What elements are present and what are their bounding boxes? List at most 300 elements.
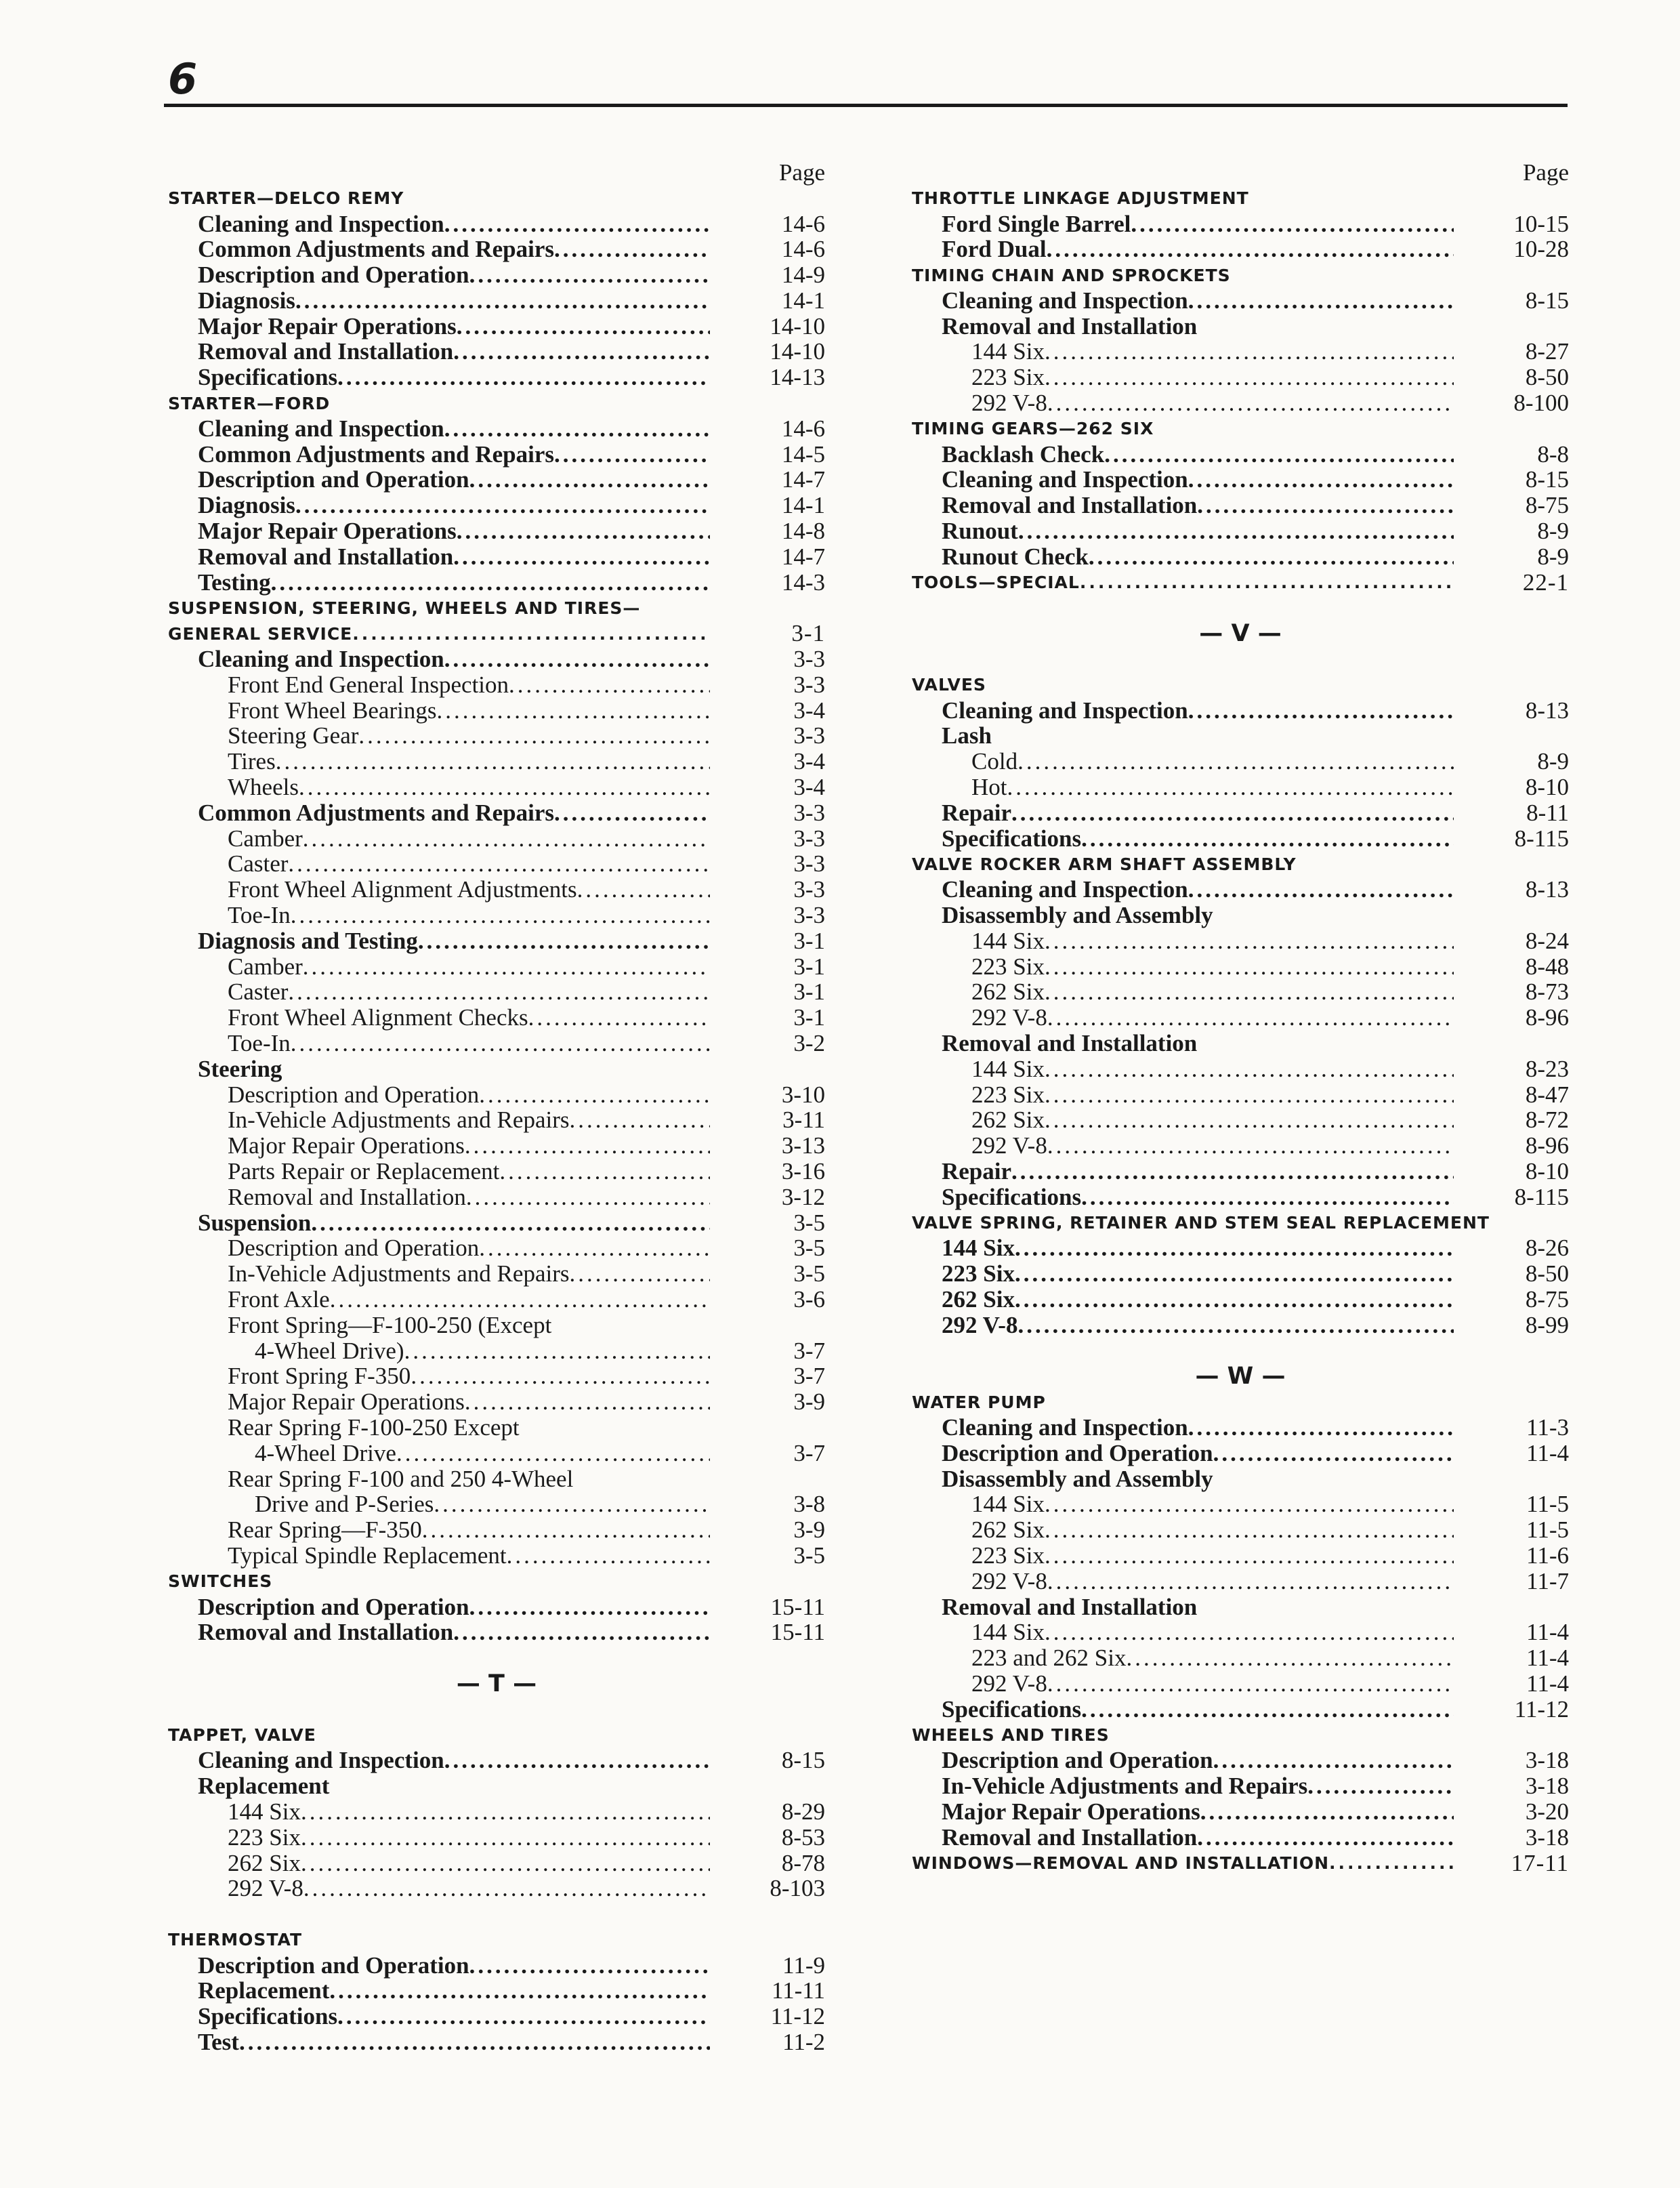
index-entry [912, 211, 1569, 237]
dot-leader [453, 543, 710, 571]
entry-label: Specifications [942, 1183, 1082, 1210]
entry-label: Removal and Installation [198, 1619, 454, 1646]
spacer [168, 1645, 825, 1671]
entry-page: 8-15 [781, 1747, 825, 1774]
entry-label: 144 Six [971, 1619, 1045, 1646]
entry-page: 8-73 [1525, 978, 1569, 1006]
dot-leader [1200, 1798, 1454, 1825]
entry-label: Rear Spring—F-350 [228, 1516, 422, 1544]
dot-leader [1329, 1853, 1454, 1873]
spacer [912, 1338, 1569, 1364]
dot-leader [299, 774, 710, 801]
index-entry [912, 1082, 1569, 1108]
entry-label: Parts Repair or Replacement [228, 1157, 500, 1184]
entry-page: 3-5 [793, 1542, 825, 1569]
dot-leader [295, 287, 710, 314]
header-rule [164, 104, 1568, 107]
dot-leader [499, 1158, 710, 1185]
index-entry [168, 442, 825, 468]
index-entry [168, 1159, 825, 1184]
dot-leader [1197, 492, 1454, 519]
entry-label: Repair [942, 1157, 1012, 1184]
entry-label: Description and Operation [198, 1593, 469, 1620]
entry-label: In-Vehicle Adjustments and Repairs [942, 1773, 1308, 1800]
index-heading [912, 852, 1569, 878]
entry-label: 144 Six [971, 338, 1045, 365]
entry-page: 3-2 [793, 1030, 825, 1056]
dot-leader [1047, 1568, 1454, 1595]
index-heading [168, 621, 825, 646]
dot-leader [1045, 1542, 1454, 1569]
dot-leader [1045, 1516, 1454, 1544]
entry-page: 3-12 [781, 1183, 825, 1210]
entry-label: Camber [228, 825, 303, 852]
index-entry [168, 288, 825, 314]
entry-label: THERMOSTAT [168, 1930, 303, 1950]
entry-page: 14-5 [781, 440, 825, 468]
entry-page: 8-50 [1525, 1260, 1569, 1287]
index-entry [168, 570, 825, 596]
index-entry [912, 1491, 1569, 1517]
entry-label: Cleaning and Inspection [942, 876, 1188, 903]
entry-label: 292 V-8 [971, 390, 1047, 417]
entry-page: 14-3 [781, 569, 825, 596]
index-entry [168, 518, 825, 544]
dot-leader [444, 415, 710, 442]
entry-label: Toe-In [228, 1030, 291, 1056]
index-heading [912, 416, 1569, 442]
entry-label: SUSPENSION, STEERING, WHEELS AND TIRES— [168, 598, 641, 618]
entry-label: Diagnosis [198, 492, 295, 519]
entry-page: 8-78 [781, 1849, 825, 1876]
entry-page: 8-8 [1537, 440, 1569, 468]
entry-label: Drive and P-Series [255, 1491, 434, 1518]
entry-page: 11-12 [770, 2003, 825, 2030]
index-entry [912, 1415, 1569, 1441]
dot-leader [295, 492, 710, 519]
entry-label: Major Repair Operations [228, 1388, 465, 1416]
entry-page: 8-23 [1525, 1055, 1569, 1082]
index-entry [912, 698, 1569, 724]
entry-label: 144 Six [942, 1235, 1015, 1262]
entry-label: Replacement [198, 1773, 330, 1800]
entry-page: 8-24 [1525, 927, 1569, 954]
entry-label: Front Spring F-350 [228, 1363, 411, 1390]
entry-page: 8-100 [1513, 390, 1569, 417]
entry-label: 223 Six [971, 364, 1045, 391]
entry-label: Front Wheel Alignment Checks [228, 1004, 528, 1031]
index-entry [912, 1107, 1569, 1133]
dot-leader [301, 1798, 710, 1825]
dot-leader [509, 672, 710, 699]
dot-leader [465, 1388, 710, 1416]
entry-label: Cleaning and Inspection [942, 466, 1188, 493]
dot-leader [569, 1107, 710, 1134]
entry-page: 8-9 [1537, 748, 1569, 775]
dot-leader [301, 1824, 710, 1851]
entry-label: 223 Six [942, 1260, 1015, 1287]
entry-page: 3-18 [1525, 1773, 1569, 1800]
spacer [912, 596, 1569, 621]
entry-label: Major Repair Operations [942, 1798, 1200, 1825]
entry-page: 11-4 [1526, 1439, 1569, 1466]
entry-label: Runout [942, 518, 1018, 545]
entry-label: STARTER—FORD [168, 393, 331, 413]
spacer [168, 1697, 825, 1722]
entry-label: 292 V-8 [971, 1567, 1047, 1594]
index-heading [912, 1389, 1569, 1415]
index-entry [168, 775, 825, 800]
entry-label: 262 Six [228, 1849, 301, 1876]
entry-label: Description and Operation [198, 262, 469, 289]
entry-label: Wheels [228, 774, 299, 801]
dot-leader [271, 569, 710, 596]
index-entry [912, 775, 1569, 800]
dot-leader [453, 1619, 710, 1646]
index-entry [912, 1133, 1569, 1159]
entry-page: 3-10 [781, 1081, 825, 1108]
dot-leader [337, 2003, 710, 2030]
index-entry [912, 339, 1569, 365]
index-entry [168, 928, 825, 954]
dot-leader [291, 1030, 710, 1057]
dot-leader [1104, 441, 1454, 468]
index-entry [168, 1799, 825, 1825]
entry-label: Typical Spindle Replacement [228, 1542, 507, 1569]
spacer [912, 646, 1569, 672]
dot-leader [1188, 697, 1454, 724]
index-entry [168, 1543, 825, 1569]
index-entry [168, 852, 825, 878]
index-entry [168, 1313, 825, 1338]
entry-label: Removal and Installation [198, 543, 454, 570]
index-entry [912, 1517, 1569, 1543]
entry-label: 4-Wheel Drive) [255, 1337, 404, 1364]
dot-leader [330, 1286, 710, 1313]
entry-label: Cleaning and Inspection [198, 415, 444, 442]
entry-page: 3-1 [793, 1004, 825, 1031]
index-entry [168, 1235, 825, 1261]
index-entry [168, 1773, 825, 1799]
entry-label: Test [198, 2029, 239, 2056]
dot-leader [528, 1004, 710, 1031]
index-entry [912, 826, 1569, 852]
dot-leader [288, 850, 710, 878]
entry-page: 11-6 [1526, 1542, 1569, 1569]
index-entry [168, 262, 825, 288]
entry-label: Ford Single Barrel [942, 210, 1131, 237]
entry-label: VALVES [912, 675, 986, 695]
entry-label: Steering Gear [228, 722, 359, 749]
index-entry [912, 236, 1569, 262]
entry-page: 8-53 [781, 1823, 825, 1851]
entry-page: 11-11 [771, 1977, 825, 2004]
index-entry [168, 1748, 825, 1773]
dot-leader [1047, 236, 1454, 263]
entry-page: 11-9 [782, 1952, 825, 1979]
dot-leader [457, 518, 710, 545]
entry-page: 3-3 [793, 646, 825, 673]
dot-leader [444, 1747, 710, 1774]
entry-label: Cleaning and Inspection [942, 697, 1188, 724]
dot-leader [411, 1363, 710, 1390]
entry-label: Specifications [942, 1695, 1082, 1722]
entry-label: Specifications [942, 825, 1082, 852]
entry-page: 8-13 [1525, 697, 1569, 724]
entry-page: 8-115 [1514, 825, 1569, 852]
index-heading [912, 570, 1569, 596]
entry-label: In-Vehicle Adjustments and Repairs [228, 1107, 570, 1134]
entry-label: Diagnosis and Testing [198, 927, 418, 954]
entry-page: 15-11 [770, 1593, 825, 1620]
entry-page: 3-4 [793, 748, 825, 775]
dot-leader [1045, 1056, 1454, 1083]
dot-leader [1045, 338, 1454, 365]
entry-page: 11-3 [1526, 1413, 1569, 1441]
entry-page: 14-6 [781, 210, 825, 237]
entry-page: 3-9 [793, 1516, 825, 1544]
entry-page: 22-1 [1522, 569, 1569, 596]
entry-label: Removal and Installation [942, 492, 1198, 519]
dot-leader [396, 1440, 710, 1467]
entry-label: Suspension [198, 1209, 312, 1236]
dot-leader [1045, 364, 1454, 391]
index-entry [168, 1876, 825, 1901]
entry-page: 3-18 [1525, 1747, 1569, 1774]
index-entry [168, 1979, 825, 2004]
entry-page: 3-1 [793, 953, 825, 980]
dot-leader [276, 748, 710, 775]
index-entry [912, 442, 1569, 468]
index-entry [912, 1799, 1569, 1825]
index-entry [912, 1569, 1569, 1594]
dot-leader [1015, 1286, 1454, 1313]
entry-page: 8-50 [1525, 364, 1569, 391]
entry-page: 3-4 [793, 697, 825, 724]
entry-label: WHEELS AND TIRES [912, 1725, 1110, 1745]
index-entry [912, 1594, 1569, 1620]
index-entry [912, 1543, 1569, 1569]
entry-label: Cleaning and Inspection [942, 287, 1188, 314]
dot-leader [1015, 1260, 1454, 1287]
entry-page: 11-12 [1514, 1695, 1569, 1722]
entry-label: Cleaning and Inspection [198, 210, 444, 237]
dot-leader [1188, 876, 1454, 903]
entry-label: 144 Six [971, 927, 1045, 954]
index-entry [912, 1697, 1569, 1722]
entry-label: Cleaning and Inspection [942, 1413, 1188, 1441]
dot-leader [1188, 466, 1454, 493]
entry-label: 292 V-8 [971, 1132, 1047, 1159]
entry-page: 3-11 [782, 1107, 825, 1134]
dot-leader [418, 928, 710, 955]
index-entry [168, 339, 825, 365]
dot-leader [1045, 1107, 1454, 1134]
entry-label: Major Repair Operations [198, 518, 457, 545]
entry-label: VALVE ROCKER ARM SHAFT ASSEMBLY [912, 854, 1297, 874]
dot-leader [1047, 1670, 1454, 1697]
entry-label: Backlash Check [942, 440, 1105, 468]
entry-page: 14-10 [770, 338, 825, 365]
entry-page: 11-7 [1526, 1567, 1569, 1594]
entry-label: 223 Six [228, 1823, 301, 1851]
section-letter: — W — [1195, 1363, 1286, 1390]
dot-leader [1126, 1645, 1454, 1672]
entry-label: Cleaning and Inspection [198, 646, 444, 673]
entry-label: 4-Wheel Drive [255, 1439, 396, 1466]
entry-page: 8-11 [1526, 799, 1569, 826]
index-entry [912, 390, 1569, 416]
dot-leader [1045, 1619, 1454, 1646]
dot-leader [1081, 825, 1454, 852]
index-entry [168, 954, 825, 980]
entry-page: 3-3 [793, 722, 825, 749]
index-heading [912, 1851, 1569, 1876]
index-entry [168, 1056, 825, 1082]
dot-leader [457, 313, 710, 340]
entry-page: 10-15 [1513, 210, 1569, 237]
entry-page: 8-15 [1525, 466, 1569, 493]
index-entry [912, 288, 1569, 314]
entry-label: Specifications [198, 2003, 338, 2030]
index-entry [168, 416, 825, 442]
entry-label: 223 and 262 Six [971, 1645, 1127, 1672]
entry-label: SWITCHES [168, 1571, 273, 1592]
index-entry [912, 724, 1569, 749]
index-entry [168, 1082, 825, 1108]
entry-page: 8-26 [1525, 1235, 1569, 1262]
entry-label: Camber [228, 953, 303, 980]
entry-page: 3-3 [793, 902, 825, 929]
dot-leader [1011, 1158, 1454, 1185]
index-entry [168, 877, 825, 903]
index-entry [912, 518, 1569, 544]
dot-leader [1017, 1312, 1454, 1339]
entry-label: Ford Dual [942, 236, 1047, 263]
entry-label: Removal and Installation [228, 1183, 466, 1210]
index-entry [168, 903, 825, 928]
index-entry [912, 468, 1569, 493]
entry-label: Front Axle [228, 1285, 330, 1313]
entry-label: 292 V-8 [942, 1311, 1018, 1338]
index-entry [168, 211, 825, 237]
index-entry [168, 314, 825, 339]
entry-label: 223 Six [971, 1542, 1045, 1569]
index-entry [912, 1287, 1569, 1313]
entry-label: 292 V-8 [228, 1875, 303, 1902]
index-heading [912, 1722, 1569, 1748]
entry-label: TAPPET, VALVE [168, 1725, 316, 1745]
dot-leader [1188, 1414, 1454, 1441]
entry-label: Steering [198, 1055, 282, 1082]
dot-leader [554, 236, 710, 263]
dot-leader [554, 800, 710, 827]
entry-page: 3-5 [793, 1209, 825, 1236]
entry-label: Caster [228, 978, 289, 1006]
dot-leader [1045, 978, 1454, 1006]
entry-page: 8-9 [1537, 518, 1569, 545]
dot-leader [479, 1081, 710, 1109]
entry-label: Tires [228, 748, 276, 775]
index-entry [168, 1133, 825, 1159]
entry-page: 8-27 [1525, 338, 1569, 365]
index-entry [168, 1107, 825, 1133]
index-entry [168, 468, 825, 493]
dot-leader [1188, 287, 1454, 314]
entry-label: Description and Operation [228, 1081, 480, 1108]
entry-page: 8-10 [1525, 1157, 1569, 1184]
dot-leader [1089, 543, 1454, 571]
entry-label: 144 Six [971, 1491, 1045, 1518]
index-entry [168, 544, 825, 570]
dot-leader [1213, 1747, 1454, 1774]
entry-page: 3-5 [793, 1235, 825, 1262]
entry-page: 8-96 [1525, 1004, 1569, 1031]
dot-leader [1213, 1440, 1454, 1467]
entry-page: 8-47 [1525, 1081, 1569, 1108]
index-entry [912, 954, 1569, 980]
index-entry [168, 1594, 825, 1620]
entry-label: 292 V-8 [971, 1670, 1047, 1697]
entry-page: 14-10 [770, 312, 825, 339]
entry-page: 3-16 [781, 1157, 825, 1184]
entry-page: 3-3 [793, 799, 825, 826]
dot-leader [1045, 1491, 1454, 1518]
entry-page: 3-7 [793, 1363, 825, 1390]
entry-label: 144 Six [228, 1798, 301, 1825]
entry-label: Removal and Installation [942, 312, 1198, 339]
entry-page: 3-3 [793, 825, 825, 852]
dot-leader [303, 825, 710, 852]
index-entry [168, 1184, 825, 1210]
dot-leader [1081, 1184, 1454, 1211]
entry-page: 11-4 [1526, 1645, 1569, 1672]
entry-page: 11-2 [782, 2029, 825, 2056]
dot-leader [1047, 390, 1454, 417]
index-entry [912, 544, 1569, 570]
index-entry [168, 2029, 825, 2055]
entry-page: 8-29 [781, 1798, 825, 1825]
entry-label: Cold [971, 748, 1018, 775]
dot-leader [466, 1184, 710, 1211]
entry-page: 3-8 [793, 1491, 825, 1518]
index-entry [168, 698, 825, 724]
entry-label: 144 Six [971, 1055, 1045, 1082]
entry-page: 3-18 [1525, 1823, 1569, 1851]
dot-leader [337, 364, 710, 391]
page-column-heading [912, 160, 1569, 186]
index-entry [168, 1338, 825, 1364]
dot-leader [1015, 1235, 1454, 1262]
dot-leader [479, 1235, 710, 1262]
index-heading [168, 390, 825, 416]
spacer [168, 1901, 825, 1927]
entry-page: 8-9 [1537, 543, 1569, 570]
entry-label: 262 Six [971, 1516, 1045, 1544]
entry-label: Cleaning and Inspection [198, 1747, 444, 1774]
dot-leader [239, 2029, 710, 2056]
entry-label: Replacement [198, 1977, 330, 2004]
index-entry [168, 1005, 825, 1031]
dot-leader [1080, 573, 1454, 592]
dot-leader [554, 441, 710, 468]
dot-leader [358, 722, 710, 749]
entry-label: Front Spring—F-100-250 (Except [228, 1311, 552, 1338]
entry-page: 3-3 [793, 850, 825, 878]
entry-label: Specifications [198, 364, 338, 391]
index-entry [168, 1953, 825, 1979]
entry-label: In-Vehicle Adjustments and Repairs [228, 1260, 570, 1287]
